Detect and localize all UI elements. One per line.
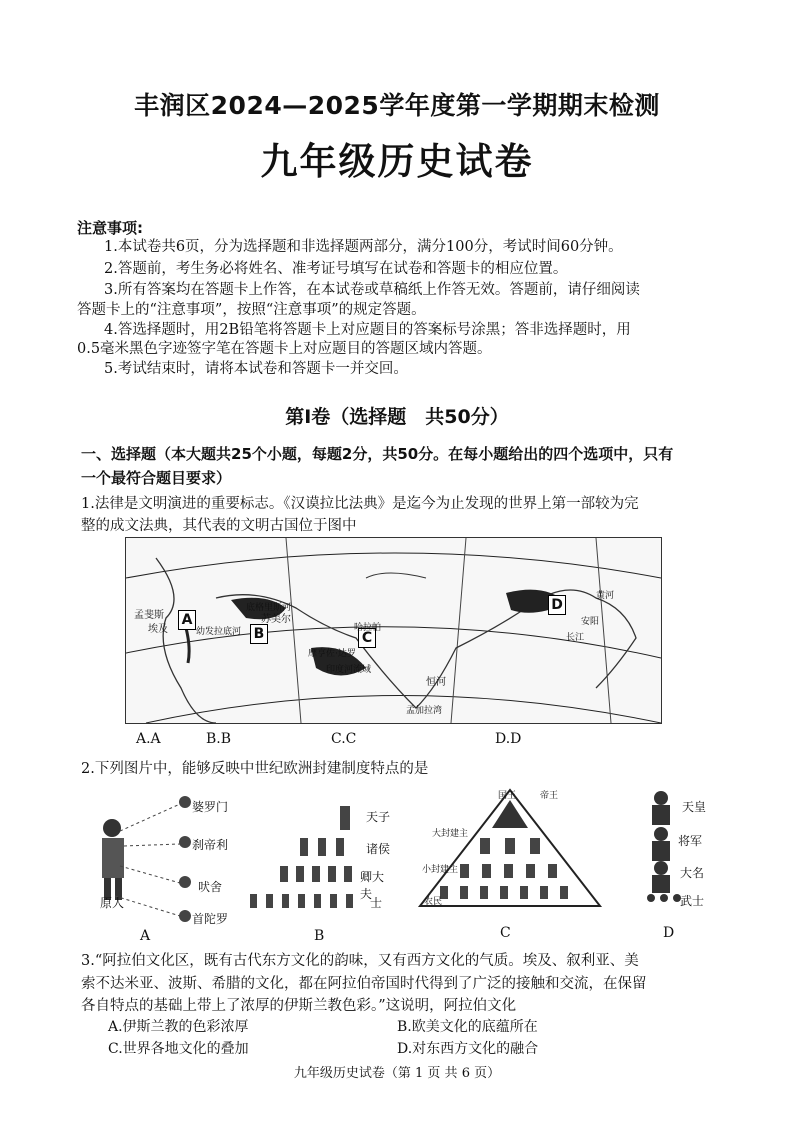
- q1-stem-line1: 1.法律是文明演进的重要标志。《汉谟拉比法典》是迄今为止发现的世界上第一部较为完: [81, 496, 639, 512]
- q1-option-b[interactable]: B.B: [206, 731, 232, 747]
- q2-option-c[interactable]: C: [500, 925, 511, 941]
- exam-title-line2: 九年级历史试卷: [260, 140, 534, 183]
- feudal-label-minor-lord: 小封建主: [422, 865, 459, 875]
- q1-option-a[interactable]: A.A: [136, 731, 161, 747]
- japan-label-shogun: 将军: [678, 834, 703, 848]
- caste-label-shudra: 首陀罗: [192, 912, 229, 926]
- map-label-mohenjodaro: 摩亨佐·达罗: [308, 649, 356, 659]
- feudal-label-king: 国王: [498, 791, 517, 801]
- notice-line-3: 3.所有答案均在答题卡上作答，在本试卷或草稿纸上作答无效。答题前，请仔细阅读: [104, 282, 640, 298]
- map-box-b: B: [250, 624, 268, 644]
- zhou-label-qingdafu: 卿大夫: [360, 870, 385, 901]
- map-label-euphrates: 幼发拉底河: [196, 627, 242, 637]
- notice-line-1: 1.本试卷共6页，分为选择题和非选择题两部分，满分100分，考试时间60分钟。: [104, 239, 623, 255]
- q2-option-d[interactable]: D: [663, 925, 675, 941]
- q3-stem-line2: 索不达米亚、波斯、希腊的文化，都在阿拉伯帝国时代得到了广泛的接触和交流，在保留: [81, 976, 647, 992]
- japan-label-samurai: 武士: [680, 894, 705, 908]
- section-instruction-1: 一、选择题（本大题共25个小题，每题2分，共50分。在每小题给出的四个选项中，只有: [81, 445, 674, 463]
- q2-image-b: [240, 796, 390, 921]
- q3-option-b[interactable]: B.欧美文化的底蕴所在: [397, 1019, 538, 1035]
- map-label-anyang: 安阳: [581, 617, 600, 627]
- map-label-yangtze: 长江: [566, 633, 585, 643]
- section-instruction-2: 一个最符合题目要求）: [81, 469, 232, 487]
- caste-label-vaishya: 吠舍: [198, 880, 223, 894]
- notice-line-5: 4.答选择题时，用2B铅笔将答题卡上对应题目的答案标号涂黑；答非选择题时，用: [104, 322, 631, 338]
- q3-stem-line1: 3.“阿拉伯文化区，既有古代东方文化的韵味，又有西方文化的气质。埃及、叙利亚、美: [81, 953, 639, 969]
- q3-option-d[interactable]: D.对东西方文化的融合: [397, 1041, 539, 1057]
- notice-heading: 注意事项:: [77, 219, 143, 237]
- japan-label-emperor: 天皇: [682, 800, 707, 814]
- q1-option-d[interactable]: D.D: [495, 731, 522, 747]
- caste-label-kshatriya: 刹帝利: [192, 838, 229, 852]
- map-label-sumer: 苏美尔: [261, 614, 291, 625]
- q1-stem-line2: 整的成文法典，其代表的文明古国位于图中: [81, 518, 357, 534]
- map-label-bay-of-bengal: 孟加拉湾: [406, 706, 443, 716]
- q2-image-d: [636, 786, 716, 911]
- zhou-label-shi: 士: [370, 896, 383, 910]
- japan-label-daimyo: 大名: [680, 866, 705, 880]
- map-label-indus: 印度河流域: [326, 665, 372, 675]
- map-box-c: C: [358, 628, 376, 648]
- map-box-a: A: [178, 610, 196, 630]
- feudal-label-emperor: 帝王: [540, 791, 559, 801]
- map-label-egypt: 埃及: [148, 624, 168, 635]
- map-label-harappa: 哈拉帕: [354, 623, 382, 633]
- section-title: 第I卷（选择题 共50分）: [285, 406, 509, 428]
- caste-label-purusha: 原人: [100, 896, 125, 910]
- notice-line-7: 5.考试结束时，请将本试卷和答题卡一并交回。: [104, 361, 408, 377]
- zhou-label-zhuhou: 诸侯: [366, 842, 391, 856]
- q3-option-a[interactable]: A.伊斯兰教的色彩浓厚: [108, 1019, 249, 1035]
- q1-option-c[interactable]: C.C: [331, 731, 357, 747]
- feudal-label-peasant: 农民: [424, 897, 443, 907]
- q2-option-a[interactable]: A: [140, 928, 151, 944]
- q2-image-c: [410, 786, 610, 911]
- page-footer: 九年级历史试卷（第 1 页 共 6 页）: [293, 1066, 501, 1081]
- notice-line-4: 答题卡上的“注意事项”，按照“注意事项”的规定答题。: [77, 302, 426, 318]
- feudal-label-great-lord: 大封建主: [432, 829, 469, 839]
- q2-stem: 2.下列图片中，能够反映中世纪欧洲封建制度特点的是: [81, 761, 429, 777]
- notice-line-2: 2.答题前，考生务必将姓名、准考证号填写在试卷和答题卡的相应位置。: [104, 261, 568, 277]
- map-label-tigris: 底格里斯河: [246, 603, 292, 613]
- exam-title-line1: 丰润区2024—2025学年度第一学期期末检测: [134, 91, 660, 120]
- map-box-d: D: [548, 595, 566, 615]
- q3-option-c[interactable]: C.世界各地文化的叠加: [108, 1041, 249, 1057]
- map-label-ganges: 恒河: [426, 677, 446, 688]
- q3-stem-line3: 各自特点的基础上带上了浓厚的伊斯兰教色彩。”这说明，阿拉伯文化: [81, 998, 517, 1014]
- notice-line-6: 0.5毫米黑色字迹签字笔在答题卡上对应题目的答题区域内答题。: [77, 341, 492, 357]
- ancient-civilizations-map: [125, 537, 662, 724]
- q2-image-a: [80, 786, 230, 926]
- zhou-label-tianzi: 天子: [366, 810, 391, 824]
- q2-option-b[interactable]: B: [314, 928, 325, 944]
- map-label-memphis: 孟斐斯: [134, 610, 164, 621]
- map-label-yellow-river: 黄河: [596, 591, 615, 601]
- caste-label-brahmin: 婆罗门: [192, 800, 229, 814]
